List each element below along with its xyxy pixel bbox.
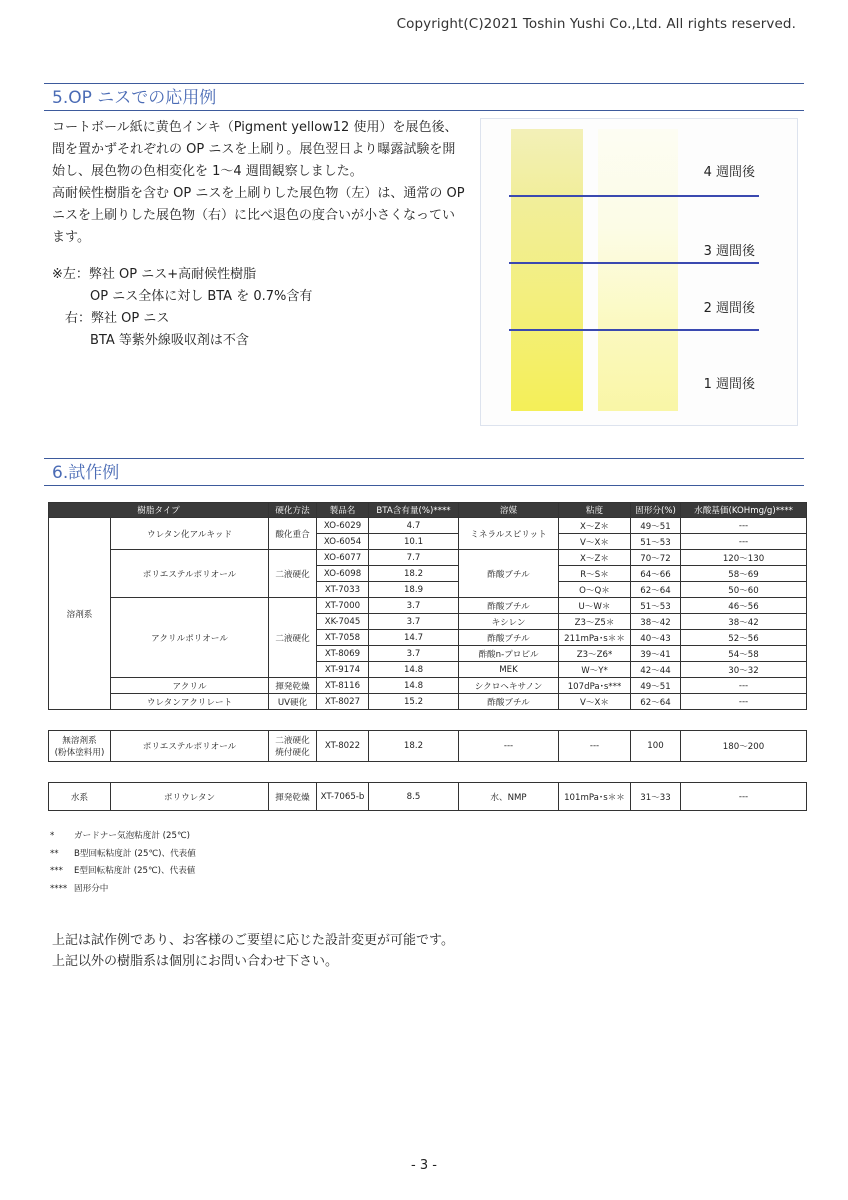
bta-cell: 14.8: [369, 678, 459, 694]
footnote-2: [50, 846, 196, 864]
water-group-cell: 水系: [49, 783, 111, 811]
solvent-cell: 酢酸ブチル: [459, 694, 559, 710]
viscosity-cell: X～Z＊: [559, 518, 631, 534]
solids-cell: 42～44: [631, 662, 681, 678]
product-cell: XT-7065-b: [317, 783, 369, 811]
product-cell: XT-7000: [317, 598, 369, 614]
viscosity-cell: 107dPa･s***: [559, 678, 631, 694]
footnote-mark: ****: [50, 883, 68, 894]
solids-cell: 62～64: [631, 694, 681, 710]
cure-cell: 揮発乾燥: [269, 678, 317, 694]
product-cell: XT-7033: [317, 582, 369, 598]
product-cell: XO-6077: [317, 550, 369, 566]
bta-cell: 14.7: [369, 630, 459, 646]
resin-cell: アクリル: [111, 678, 269, 694]
footnote-3: [50, 863, 196, 881]
solvent-cell: シクロヘキサノン: [459, 678, 559, 694]
product-cell: XT-7058: [317, 630, 369, 646]
header-resin-type: 樹脂タイプ: [49, 503, 269, 518]
solids-cell: 51～53: [631, 534, 681, 550]
oh-cell: 30～32: [681, 662, 807, 678]
solvent-cell: 酢酸n-プロピル: [459, 646, 559, 662]
header-hydroxyl-value: 水酸基価(KOHmg/g)****: [681, 503, 807, 518]
footnote-text: ガードナー気泡粘度計 (25℃): [74, 831, 190, 841]
header-solids: 固形分(%): [631, 503, 681, 518]
header-product-name: 製品名: [317, 503, 369, 518]
table-footnotes: [50, 828, 196, 898]
solvent-cell: 酢酸ブチル: [459, 550, 559, 598]
oh-cell: 180～200: [681, 731, 807, 762]
oh-cell: 50～60: [681, 582, 807, 598]
table-row: [49, 518, 807, 534]
product-cell: XT-9174: [317, 662, 369, 678]
resin-cell: ウレタンアクリレート: [111, 694, 269, 710]
cure-sublabel: 焼付硬化: [275, 748, 310, 758]
product-cell: XT-8022: [317, 731, 369, 762]
week-2-boundary-line: [509, 329, 759, 331]
footnote-mark: **: [50, 848, 59, 859]
product-cell: XK-7045: [317, 614, 369, 630]
oh-cell: 46～56: [681, 598, 807, 614]
resin-cell: ポリウレタン: [111, 783, 269, 811]
bta-cell: 4.7: [369, 518, 459, 534]
solids-cell: 64～66: [631, 566, 681, 582]
cure-cell: [269, 731, 317, 762]
group-sublabel: (粉体塗料用): [54, 748, 105, 758]
viscosity-cell: ---: [559, 731, 631, 762]
product-cell: XO-6098: [317, 566, 369, 582]
bta-cell: 15.2: [369, 694, 459, 710]
header-viscosity: 粘度: [559, 503, 631, 518]
bta-cell: 18.2: [369, 731, 459, 762]
oh-cell: 120～130: [681, 550, 807, 566]
group-label: 無溶剤系: [62, 736, 97, 746]
bta-cell: 14.8: [369, 662, 459, 678]
right-sample-strip: [598, 129, 678, 411]
product-cell: XO-6029: [317, 518, 369, 534]
oh-cell: 54～58: [681, 646, 807, 662]
oh-cell: ---: [681, 534, 807, 550]
solvent-cell: ミネラルスピリット: [459, 518, 559, 550]
resin-cell: アクリルポリオール: [111, 598, 269, 678]
closing-line-1: 上記は試作例であり、お客様のご要望に応じた設計変更が可能です。: [52, 933, 454, 948]
closing-line-2: 上記以外の樹脂系は個別にお問い合わせ下さい。: [52, 954, 339, 969]
solids-cell: 40～43: [631, 630, 681, 646]
product-cell: XO-6054: [317, 534, 369, 550]
bta-cell: 7.7: [369, 550, 459, 566]
solids-cell: 49～51: [631, 678, 681, 694]
solids-cell: 51～53: [631, 598, 681, 614]
footnote-4: [50, 881, 196, 899]
product-cell: XT-8116: [317, 678, 369, 694]
viscosity-cell: 101mPa･s＊＊: [559, 783, 631, 811]
viscosity-cell: Z3～Z5＊: [559, 614, 631, 630]
week-3-boundary-line: [509, 262, 759, 264]
cure-cell: 酸化重合: [269, 518, 317, 550]
table-row: [49, 694, 807, 710]
footnote-text: 固形分中: [74, 883, 109, 894]
solids-cell: 31～33: [631, 783, 681, 811]
viscosity-cell: Z3～Z6*: [559, 646, 631, 662]
product-cell: XT-8027: [317, 694, 369, 710]
page-number: - 3 -: [411, 1158, 437, 1173]
solvent-cell: 酢酸ブチル: [459, 598, 559, 614]
note-left-line-2: OP ニス全体に対し BTA を 0.7%含有: [90, 289, 313, 304]
week-3-label: 3 週間後: [703, 244, 755, 259]
sample-notes: [52, 264, 312, 352]
description-paragraph-2: 高耐候性樹脂を含む OP ニスを上刷りした展色物（左）は、通常の OP ニスを上刷りした展色物（右）に比べ退色の度合いが小さくなっています。: [52, 186, 465, 245]
header-solvent: 溶媒: [459, 503, 559, 518]
oh-cell: ---: [681, 783, 807, 811]
section-6-title: 6.試作例: [44, 458, 804, 486]
resin-cell: ウレタン化アルキッド: [111, 518, 269, 550]
footnote-mark: *: [50, 831, 55, 841]
bta-cell: 3.7: [369, 614, 459, 630]
week-2-label: 2 週間後: [703, 301, 755, 316]
product-cell: XT-8069: [317, 646, 369, 662]
footnote-mark: ***: [50, 866, 63, 876]
solvent-cell: 酢酸ブチル: [459, 630, 559, 646]
week-4-label: 4 週間後: [703, 165, 755, 180]
closing-remarks: [52, 930, 454, 972]
solids-cell: 38～42: [631, 614, 681, 630]
solids-cell: 70～72: [631, 550, 681, 566]
bta-cell: 3.7: [369, 598, 459, 614]
resin-cell: ポリエステルポリオール: [111, 550, 269, 598]
bta-cell: 18.2: [369, 566, 459, 582]
viscosity-cell: U～W＊: [559, 598, 631, 614]
viscosity-cell: R～S＊: [559, 566, 631, 582]
cure-label: 二液硬化: [275, 736, 310, 746]
cure-cell: 揮発乾燥: [269, 783, 317, 811]
table-row: [49, 598, 807, 614]
powder-group-cell: [49, 731, 111, 762]
exposure-test-photo: [480, 118, 798, 426]
solids-cell: 100: [631, 731, 681, 762]
table-row: [49, 731, 807, 762]
footnote-1: [50, 828, 196, 846]
section-5-description: [52, 117, 467, 249]
viscosity-cell: 211mPa･s＊＊: [559, 630, 631, 646]
description-paragraph-1: コートボール紙に黄色インキ（Pigment yellow12 使用）を展色後、間を置かずそれぞれの OP ニスを上刷り。展色翌日より曝露試験を開始し、展色物の色相変化を 1～4 週間観察しました。: [52, 120, 458, 179]
table-row: [49, 783, 807, 811]
bta-cell: 18.9: [369, 582, 459, 598]
cure-cell: 二液硬化: [269, 598, 317, 678]
table-row: [49, 550, 807, 566]
oh-cell: ---: [681, 678, 807, 694]
left-sample-strip: [511, 129, 583, 411]
oh-cell: 58～69: [681, 566, 807, 582]
viscosity-cell: V～X＊: [559, 534, 631, 550]
oh-cell: 52～56: [681, 630, 807, 646]
note-right-line-2: BTA 等紫外線吸収剤は不含: [90, 333, 249, 348]
resin-cell: ポリエステルポリオール: [111, 731, 269, 762]
solids-cell: 39～41: [631, 646, 681, 662]
powder-coating-table: [48, 730, 807, 762]
solvent-cell: MEK: [459, 662, 559, 678]
prototype-table: [48, 502, 807, 710]
footnote-text: B型回転粘度計 (25℃)、代表値: [74, 848, 196, 859]
viscosity-cell: O～Q＊: [559, 582, 631, 598]
solvent-cell: ---: [459, 731, 559, 762]
copyright-notice: Copyright(C)2021 Toshin Yushi Co.,Ltd. All rights reserved.: [396, 16, 796, 32]
note-right-line-1: 右：弊社 OP ニス: [65, 311, 170, 326]
oh-cell: ---: [681, 694, 807, 710]
bta-cell: 10.1: [369, 534, 459, 550]
oh-cell: 38～42: [681, 614, 807, 630]
viscosity-cell: X～Z＊: [559, 550, 631, 566]
oh-cell: ---: [681, 518, 807, 534]
bta-cell: 3.7: [369, 646, 459, 662]
section-5-title: 5.OP ニスでの応用例: [44, 83, 804, 111]
solvent-cell: キシレン: [459, 614, 559, 630]
cure-cell: 二液硬化: [269, 550, 317, 598]
solids-cell: 49～51: [631, 518, 681, 534]
viscosity-cell: V～X＊: [559, 694, 631, 710]
table-row: [49, 678, 807, 694]
solvent-cell: 水、NMP: [459, 783, 559, 811]
bta-cell: 8.5: [369, 783, 459, 811]
table-header-row: [49, 503, 807, 518]
header-cure-method: 硬化方法: [269, 503, 317, 518]
header-bta-content: BTA含有量(%)****: [369, 503, 459, 518]
solvent-group-cell: 溶剤系: [49, 518, 111, 710]
week-4-boundary-line: [509, 195, 759, 197]
water-based-table: [48, 782, 807, 811]
footnote-text: E型回転粘度計 (25℃)、代表値: [74, 866, 196, 876]
week-1-label: 1 週間後: [703, 377, 755, 392]
viscosity-cell: W～Y*: [559, 662, 631, 678]
solids-cell: 62～64: [631, 582, 681, 598]
note-left-line-1: ※左：弊社 OP ニス+高耐候性樹脂: [52, 267, 257, 282]
cure-cell: UV硬化: [269, 694, 317, 710]
